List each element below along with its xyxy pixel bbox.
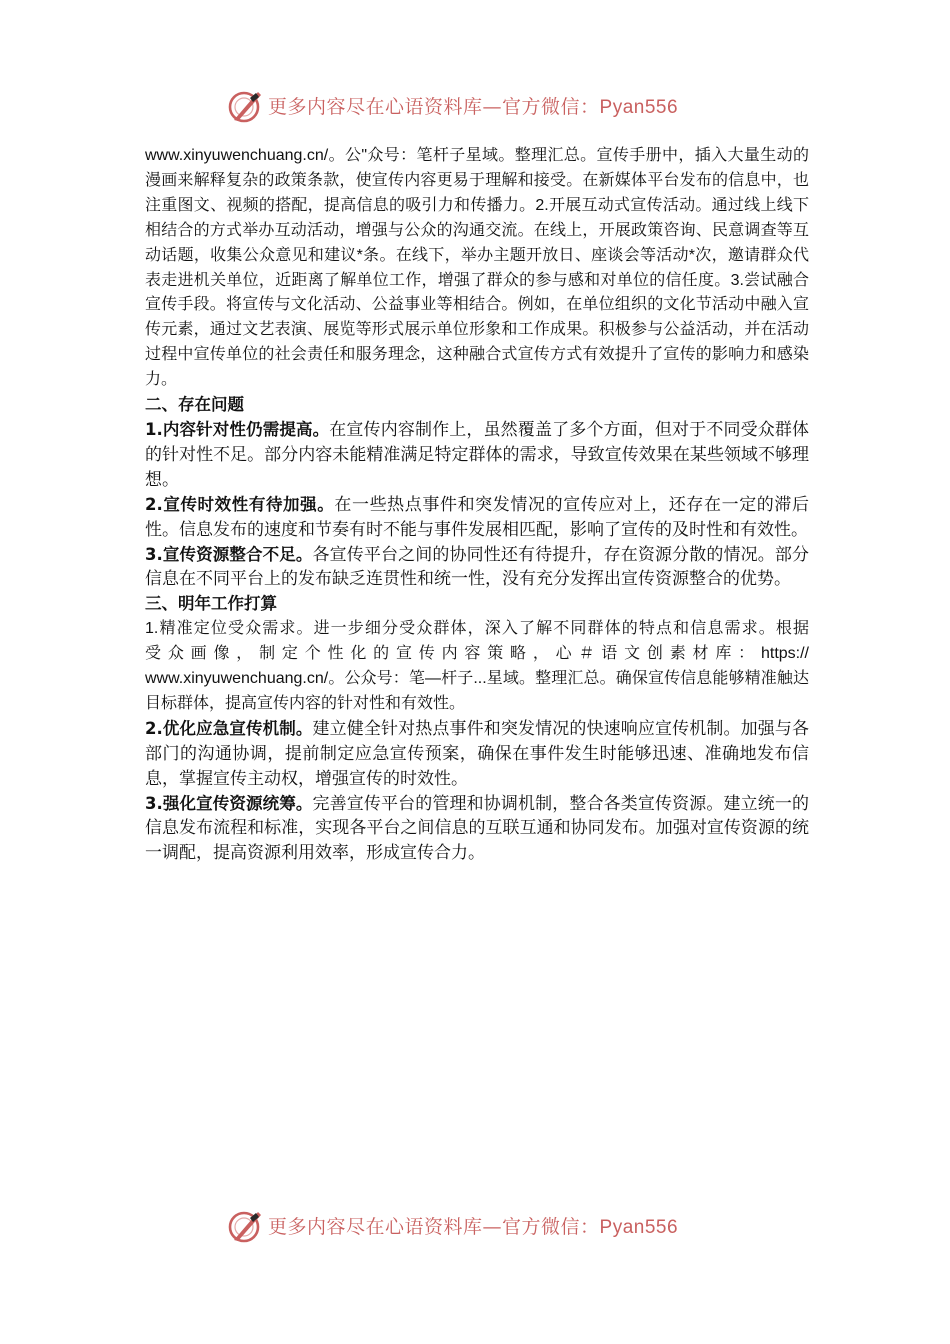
plan-item-3-body: 完善宣传平台的管理和协调机制，整合各类宣传资源。建立统一的信息发布流程和标准，实现各平台之间信息的互联互通和协同发布。加强对宣传资源的统一调配，提高资源利用效率，形成宣传合力。 [145,793,809,863]
plan-item-1-line1: 1.精准定位受众需求。进一步细分受众群体，深入了解不同群体的特点和信息需求。根据 [145,620,809,638]
plan-item-2 [145,717,809,792]
wechat-id: Pyan556 [599,97,679,118]
plan-item-1 [145,617,809,717]
section-heading-plans: 三、明年工作打算 [145,594,277,614]
plan-item-3 [145,792,809,867]
problem-item-1-body: 在宣传内容制作上，虽然覆盖了多个方面，但对于不同受众群体的针对性不足。部分内容未能精准满足特定群体的需求，导致宣传效果在某些领域不够理想。 [145,419,810,489]
problem-item-2 [145,493,809,543]
document-body [145,144,809,866]
wechat-id: Pyan556 [599,1217,679,1238]
plan-item-1-rest: www.xinyuwenchuang.cn/。公众号：笔—杆子...星域。整理汇总。确保宣传信息能够精准触达目标群体，提高宣传内容的针对性和有效性。 [145,670,809,712]
problem-item-1-title: 1.内容针对性仍需提高。 [145,419,330,439]
problem-item-3-title: 3.宣传资源整合不足。 [145,544,313,564]
problem-item-3-body: 各宣传平台之间的协同性还有待提升，存在资源分散的情况。部分信息在不同平台上的发布缺乏连贯性和统一性，没有充分发挥出宣传资源整合的优势。 [145,544,809,589]
header-banner [0,86,950,130]
intro-paragraph: www.xinyuwenchuang.cn/。公"众号：笔杆子星域。整理汇总。宣传手册中，插入大量生动的漫画来解释复杂的政策条款，使宣传内容更易于理解和接受。在新媒体平台发布的信息中，也注重图文、视频的搭配，提高信息的吸引力和传播力。2.开展互动式宣传活动。通过线上线下相结合的方式举办互动活动，增强与公众的沟通交流。在线上，开展政策咨询、民意调查等互动话题，收集公众意见和建议*条。在线下，举办主题开放日、座谈会等活动*次，邀请群众代表走进机关单位，近距离了解单位工作，增强了群众的参与感和对单位的信任度。3.尝试融合宣传手段。将宣传与文化活动、公益事业等相结合。例如，在单位组织的文化节活动中融入宣传元素，通过文艺表演、展览等形式展示单位形象和工作成果。积极参与公益活动，并在活动过程中宣传单位的社会责任和服务理念，这种融合式宣传方式有效提升了宣传的影响力和感染力。 [145,147,809,389]
problem-item-1 [145,418,809,493]
footer-banner [0,1206,950,1250]
plan-item-3-title: 3.强化宣传资源统筹。 [145,793,313,813]
problem-item-3 [145,543,809,593]
quill-logo-icon [228,1208,264,1244]
quill-logo-icon [228,88,264,124]
plan-item-2-body: 建立健全针对热点事件和突发情况的快速响应宣传机制。加强与各部门的沟通协调，提前制定应急宣传预案，确保在事件发生时能够迅速、准确地发布信息，掌握宣传主动权，增强宣传的时效性。 [145,718,809,788]
banner-text: 更多内容尽在心语资料库—官方微信：Pyan556 [268,1216,679,1238]
section-heading-problems: 二、存在问题 [145,395,244,415]
plan-item-1-line2: 受众画像，制定个性化的宣传内容策略，心＃语文创素材库：https:// [145,645,809,663]
plan-item-2-title: 2.优化应急宣传机制。 [145,718,313,738]
problem-item-2-body: 在一些热点事件和突发情况的宣传应对上，还存在一定的滞后性。信息发布的速度和节奏有时不能与事件发展相匹配，影响了宣传的及时性和有效性。 [145,494,810,539]
banner-text: 更多内容尽在心语资料库—官方微信：Pyan556 [268,96,679,118]
problem-item-2-title: 2.宣传时效性有待加强。 [145,494,335,514]
